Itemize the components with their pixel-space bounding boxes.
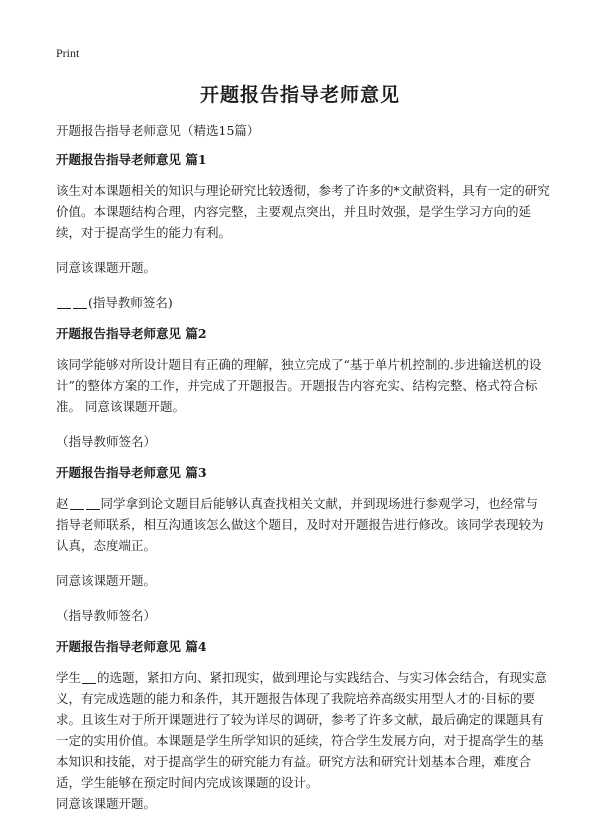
section-4-agree: 同意该课题开题。 <box>56 796 157 811</box>
name-blank <box>86 496 100 510</box>
section-4-body-text: 的选题，紧扣方向、紧扣现实，做到理论与实践结合、与实习体会结合，有现实意义，有完成选题的能力和条件，其开题报告体现了我院培养高级实用型人才的·目标的要求。且该生对于所开课题进行了较为详尽的调研，参考了许多文献，最后确定的课题具有一定的实用价值。本课题是学生所学知识的延续，符合学生发展方向，对于提高学生的基本知识和技能，对于提高学生的研究能力有益。研究方法和研究计划基本合理，难度合适，学生能够在预定时间内完成该课题的设计。 <box>56 670 548 790</box>
section-3-heading: 开题报告指导老师意见 篇3 <box>56 465 207 480</box>
section-3-body-prefix: 赵 <box>56 496 69 511</box>
section-3-agree: 同意该课题开题。 <box>56 573 157 588</box>
document-body <box>56 120 550 814</box>
section-2-body: 该同学能够对所设计题目有正确的理解，独立完成了“基于单片机控制的.步进输送机的设计”的整体方案的工作，并完成了开题报告。开题报告内容充实、结构完整、格式符合标准。 同意该课题开题。 <box>56 357 542 414</box>
section-4-body <box>56 667 550 793</box>
section-4-heading: 开题报告指导老师意见 篇4 <box>56 639 207 654</box>
section-1-body: 该生对本课题相关的知识与理论研究比较透彻，参考了许多的*文献资料，具有一定的研究价值。本课题结构合理，内容完整，主要观点突出，并且时效强，是学生学习方向的延续，对于提高学生的能力有利。 <box>56 183 550 240</box>
section-3-signature: （指导教师签名） <box>56 608 157 623</box>
section-2-signature: （指导教师签名） <box>56 434 157 449</box>
section-1-heading: 开题报告指导老师意见 篇1 <box>56 152 207 167</box>
signature-blank <box>73 295 87 309</box>
signature-blank <box>57 295 71 309</box>
section-3-body <box>56 493 550 556</box>
section-4-body-prefix: 学生 <box>56 670 82 685</box>
section-3-body-text: 同学拿到论文题目后能够认真查找相关文献，并到现场进行参观学习，也经常与指导老师联系，相互沟通该怎么做这个题目，及时对开题报告进行修改。该同学表现较为认真，态度端正。 <box>56 496 544 553</box>
signature-label: (指导教师签名) <box>88 295 173 310</box>
section-2-heading: 开题报告指导老师意见 篇2 <box>56 326 207 341</box>
name-blank <box>70 496 84 510</box>
print-label[interactable]: Print <box>56 46 80 60</box>
section-1-agree: 同意该课题开题。 <box>56 260 157 275</box>
section-1-signature <box>56 292 550 313</box>
document-title: 开题报告指导老师意见 <box>199 84 400 106</box>
name-blank <box>82 670 96 684</box>
intro-line: 开题报告指导老师意见（精选15篇） <box>56 123 260 138</box>
